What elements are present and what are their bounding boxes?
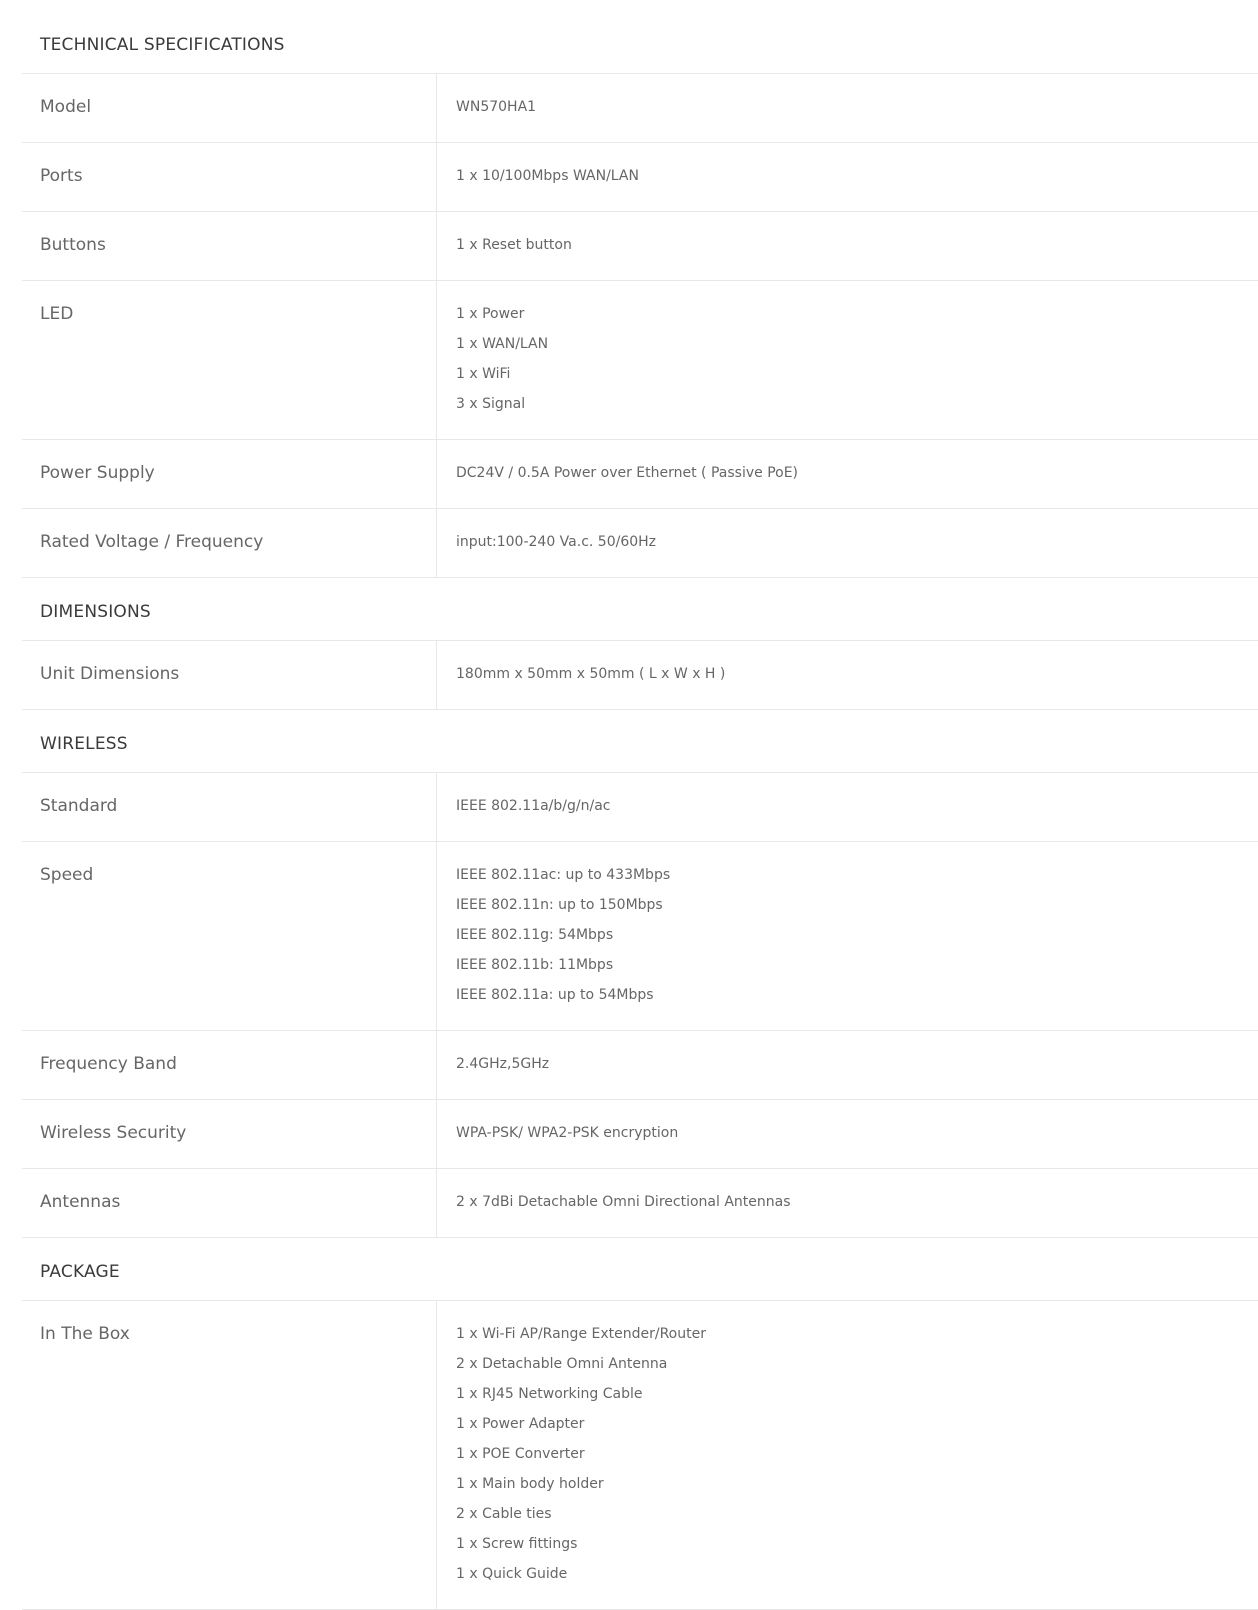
- spec-value-line: 1 x WiFi: [456, 366, 511, 382]
- spec-row: [22, 509, 1258, 578]
- spec-value-line: 1 x RJ45 Networking Cable: [456, 1386, 643, 1402]
- spec-value-line: 1 x POE Converter: [456, 1446, 585, 1462]
- spec-value: [437, 212, 1258, 280]
- spec-label: Wireless Security: [22, 1100, 437, 1168]
- spec-row: [22, 773, 1258, 842]
- spec-row: [22, 842, 1258, 1031]
- section-title: TECHNICAL SPECIFICATIONS: [40, 35, 285, 55]
- spec-row: [22, 440, 1258, 509]
- spec-value: [437, 281, 1258, 439]
- spec-label: LED: [22, 281, 437, 439]
- spec-value-line: 1 x Power Adapter: [456, 1416, 585, 1432]
- spec-value: [437, 1301, 1258, 1609]
- section-title: PACKAGE: [40, 1262, 120, 1282]
- spec-label: Model: [22, 74, 437, 142]
- spec-label: In The Box: [22, 1301, 437, 1609]
- spec-value-line: 2.4GHz,5GHz: [456, 1056, 550, 1072]
- spec-label: Unit Dimensions: [22, 641, 437, 709]
- section-title: WIRELESS: [40, 734, 128, 754]
- section-title: DIMENSIONS: [40, 602, 151, 622]
- spec-table: [22, 0, 1258, 1610]
- section-header: [22, 0, 1258, 74]
- spec-row: [22, 281, 1258, 440]
- spec-value: [437, 842, 1258, 1030]
- spec-label: Antennas: [22, 1169, 437, 1237]
- spec-value-line: 2 x Cable ties: [456, 1506, 552, 1522]
- spec-value-line: 1 x Main body holder: [456, 1476, 604, 1492]
- spec-row: [22, 1100, 1258, 1169]
- spec-value-line: 1 x WAN/LAN: [456, 336, 549, 352]
- spec-value: [437, 1031, 1258, 1099]
- spec-value-line: IEEE 802.11ac: up to 433Mbps: [456, 867, 671, 883]
- spec-row: [22, 641, 1258, 710]
- spec-value: [437, 440, 1258, 508]
- spec-value-line: WPA-PSK/ WPA2-PSK encryption: [456, 1125, 679, 1141]
- spec-value-line: 2 x 7dBi Detachable Omni Directional Antennas: [456, 1194, 791, 1210]
- spec-value-line: 1 x 10/100Mbps WAN/LAN: [456, 168, 639, 184]
- spec-value: [437, 641, 1258, 709]
- spec-value-line: IEEE 802.11b: 11Mbps: [456, 957, 614, 973]
- spec-value: [437, 143, 1258, 211]
- spec-label: Standard: [22, 773, 437, 841]
- spec-value-line: 180mm x 50mm x 50mm ( L x W x H ): [456, 666, 726, 682]
- section-header: [22, 578, 1258, 641]
- spec-value-line: WN570HA1: [456, 99, 537, 115]
- section-header: [22, 1238, 1258, 1301]
- spec-label: Frequency Band: [22, 1031, 437, 1099]
- spec-row: [22, 1169, 1258, 1238]
- spec-label: Buttons: [22, 212, 437, 280]
- spec-value: [437, 1169, 1258, 1237]
- spec-label: Power Supply: [22, 440, 437, 508]
- spec-row: [22, 1031, 1258, 1100]
- spec-value-line: 3 x Signal: [456, 396, 526, 412]
- spec-value: [437, 509, 1258, 577]
- spec-value-line: 1 x Wi-Fi AP/Range Extender/Router: [456, 1326, 706, 1342]
- spec-value-line: DC24V / 0.5A Power over Ethernet ( Passive PoE): [456, 465, 799, 481]
- spec-label: Rated Voltage / Frequency: [22, 509, 437, 577]
- section-header: [22, 710, 1258, 773]
- spec-value-line: IEEE 802.11a/b/g/n/ac: [456, 798, 611, 814]
- spec-label: Speed: [22, 842, 437, 1030]
- spec-value: [437, 773, 1258, 841]
- spec-row: [22, 212, 1258, 281]
- spec-value-line: 1 x Screw fittings: [456, 1536, 578, 1552]
- spec-value: [437, 1100, 1258, 1168]
- spec-row: [22, 1301, 1258, 1610]
- spec-value-line: 1 x Reset button: [456, 237, 572, 253]
- spec-value-line: IEEE 802.11g: 54Mbps: [456, 927, 614, 943]
- spec-value-line: 1 x Quick Guide: [456, 1566, 568, 1582]
- spec-row: [22, 143, 1258, 212]
- spec-value-line: input:100-240 Va.c. 50/60Hz: [456, 534, 657, 550]
- spec-value: [437, 74, 1258, 142]
- spec-value-line: 2 x Detachable Omni Antenna: [456, 1356, 668, 1372]
- spec-value-line: 1 x Power: [456, 306, 525, 322]
- spec-value-line: IEEE 802.11n: up to 150Mbps: [456, 897, 663, 913]
- spec-label: Ports: [22, 143, 437, 211]
- spec-value-line: IEEE 802.11a: up to 54Mbps: [456, 987, 654, 1003]
- spec-row: [22, 74, 1258, 143]
